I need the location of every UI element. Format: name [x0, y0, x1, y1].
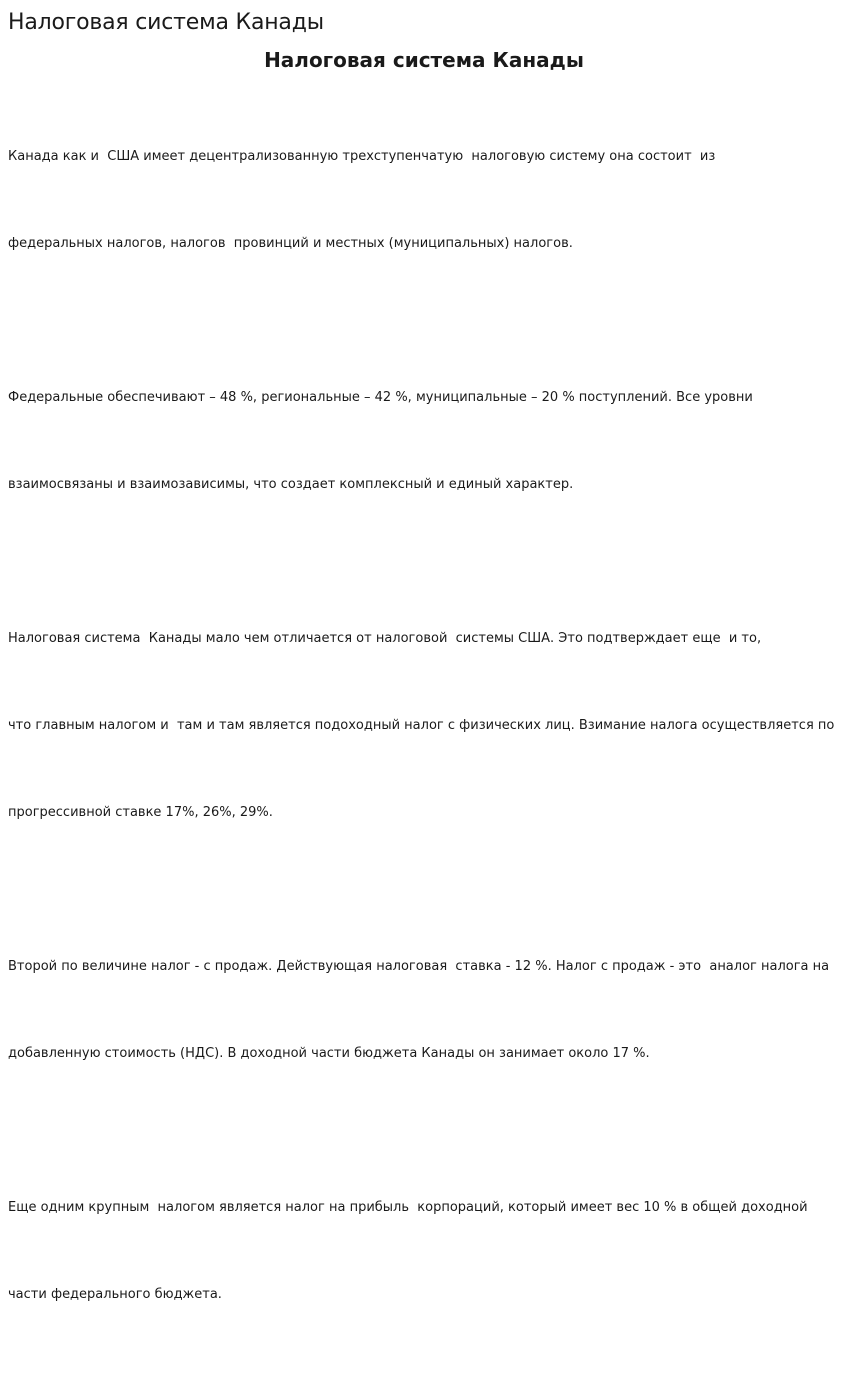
paragraph-line: взаимосвязаны и взаимозависимы, что создает комплексный и единый характер.	[8, 477, 574, 492]
document-heading: Налоговая система Канады	[264, 48, 584, 72]
paragraph-line: части федерального бюджета.	[8, 1287, 222, 1302]
paragraph-2	[8, 325, 840, 557]
paragraph-1	[8, 84, 840, 316]
paragraph-line: прогрессивной ставке 17%, 26%, 29%.	[8, 805, 273, 820]
paragraph-line: Налоговая система Канады мало чем отличается от налоговой системы США. Это подтверждает еще и то,	[8, 631, 762, 646]
paragraph-3	[8, 566, 840, 885]
paragraph-line: Канада как и США имеет децентрализованную трехступенчатую налоговую систему она состоит из	[8, 149, 716, 164]
document-page	[8, 8, 840, 1376]
paragraph-line: Второй по величине налог - с продаж. Действующая налоговая ставка - 12 %. Налог с продаж - это аналог налога на	[8, 959, 830, 974]
paragraph-line: Еще одним крупным налогом является налог на прибыль корпораций, который имеет вес 10 % в общей доходной	[8, 1200, 808, 1215]
paragraph-line: федеральных налогов, налогов провинций и местных (муниципальных) налогов.	[8, 236, 573, 251]
page-title: Налоговая система Канады	[8, 10, 324, 35]
paragraph-line: что главным налогом и там и там является подоходный налог с физических лиц. Взимание налога осуществляется по	[8, 718, 835, 733]
paragraph-line: Федеральные обеспечивают – 48 %, региональные – 42 %, муниципальные – 20 % поступлений. Все уровни	[8, 390, 753, 405]
paragraph-4	[8, 894, 840, 1126]
paragraph-line: добавленную стоимость (НДС). В доходной части бюджета Канады он занимает около 17 %.	[8, 1046, 650, 1061]
paragraph-5	[8, 1135, 840, 1367]
